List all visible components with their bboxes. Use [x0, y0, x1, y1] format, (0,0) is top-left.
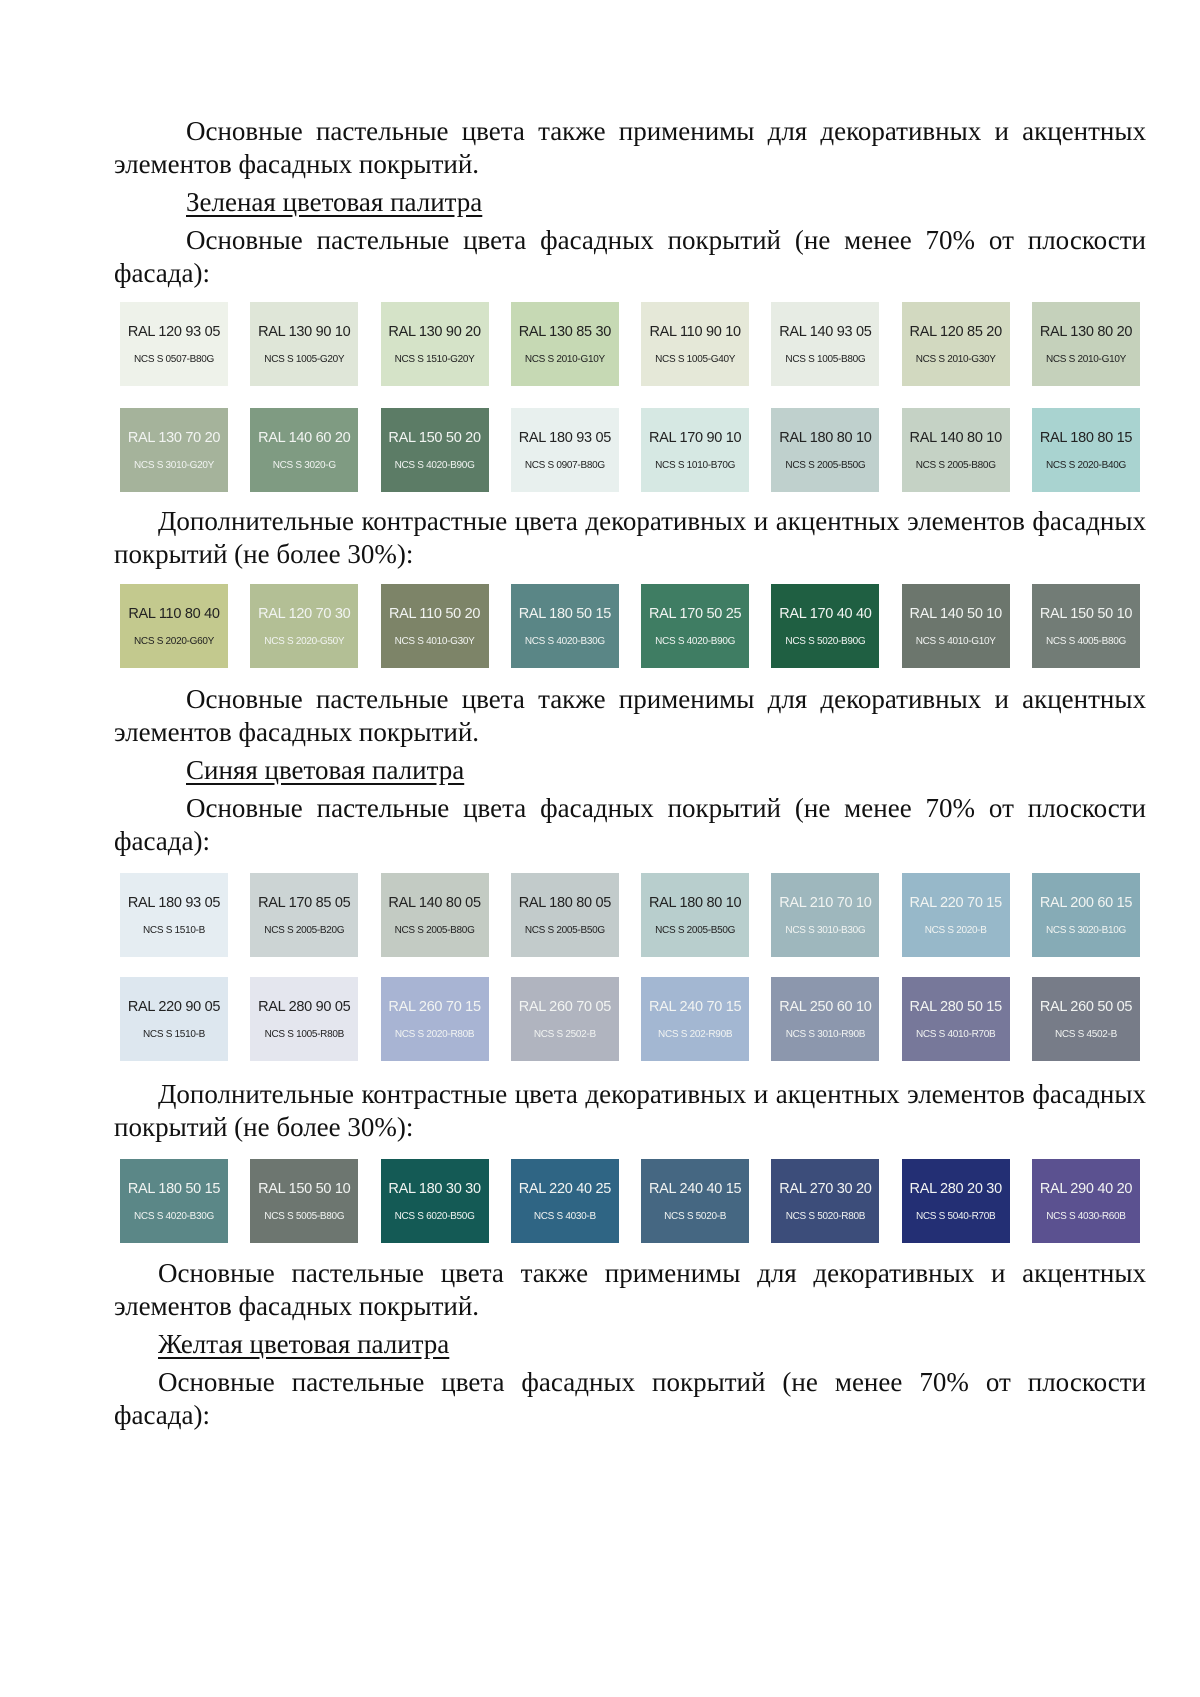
ral-code: RAL 260 50 05: [1039, 998, 1133, 1015]
ral-code: RAL 240 40 15: [648, 1180, 742, 1197]
ral-code: RAL 170 40 40: [779, 605, 872, 622]
blue-contrast-swatch-row: [120, 1159, 1140, 1243]
ral-code: RAL 120 70 30: [258, 605, 351, 622]
ral-code: RAL 220 90 05: [127, 998, 221, 1015]
green-main-paragraph: [114, 224, 1146, 290]
ral-code: RAL 220 40 25: [518, 1180, 611, 1197]
color-swatch: [250, 408, 358, 492]
yellow-main-paragraph: [114, 1366, 1146, 1432]
ral-code: RAL 130 80 20: [1039, 323, 1133, 340]
ral-code: RAL 170 85 05: [258, 894, 351, 911]
ral-code: RAL 170 90 10: [648, 429, 742, 446]
intro-paragraph: [114, 115, 1146, 181]
ral-code: RAL 150 50 10: [258, 1180, 351, 1197]
color-swatch: [902, 584, 1010, 668]
green-main-paragraph-text: Основные пастельные цвета фасадных покрытий (не менее 70% от плоскости фасада):: [114, 225, 1146, 288]
ncs-code: NCS S 0507-B80G: [134, 353, 214, 365]
ncs-code: NCS S 4502-B: [1054, 1028, 1117, 1040]
color-swatch: [511, 584, 619, 668]
ral-code: RAL 130 70 20: [127, 429, 221, 446]
ral-code: RAL 180 50 15: [518, 605, 611, 622]
green-main-swatch-row-1: [120, 302, 1140, 386]
ncs-code: NCS S 6020-B50G: [394, 1210, 475, 1222]
green-note-paragraph-text: Основные пастельные цвета также применимы для декоративных и акцентных элементов фасадных покрытий.: [114, 684, 1146, 747]
ncs-code: NCS S 1510-B: [143, 1028, 205, 1040]
intro-paragraph-text: Основные пастельные цвета также применимы для декоративных и акцентных элементов фасадных покрытий.: [114, 116, 1146, 179]
color-swatch: [511, 873, 619, 957]
ncs-code: NCS S 1005-G20Y: [264, 353, 345, 365]
color-swatch: [381, 584, 489, 668]
blue-palette-heading: Синяя цветовая палитра: [186, 755, 465, 785]
color-swatch: [641, 1159, 749, 1243]
ral-code: RAL 140 60 20: [258, 429, 351, 446]
color-swatch: [641, 873, 749, 957]
color-swatch: [511, 302, 619, 386]
color-swatch: [250, 873, 358, 957]
color-swatch: [120, 977, 228, 1061]
color-swatch: [902, 302, 1010, 386]
ncs-code: NCS S 4030-B: [533, 1210, 596, 1222]
ral-code: RAL 150 50 10: [1039, 605, 1133, 622]
color-swatch: [511, 408, 619, 492]
ral-code: RAL 180 80 15: [1039, 429, 1133, 446]
ncs-code: NCS S 4010-G30Y: [394, 635, 475, 647]
ral-code: RAL 210 70 10: [779, 894, 872, 911]
green-contrast-paragraph: [114, 505, 1146, 571]
ncs-code: NCS S 2010-G30Y: [915, 353, 996, 365]
ncs-code: NCS S 1010-B70G: [655, 459, 736, 471]
green-contrast-swatch-row: [120, 584, 1140, 668]
ral-code: RAL 290 40 20: [1039, 1180, 1133, 1197]
color-swatch: [250, 977, 358, 1061]
color-swatch: [120, 408, 228, 492]
blue-main-paragraph-text: Основные пастельные цвета фасадных покрытий (не менее 70% от плоскости фасада):: [114, 793, 1146, 856]
ncs-code: NCS S 2020-G50Y: [264, 635, 345, 647]
ral-code: RAL 270 30 20: [779, 1180, 872, 1197]
ral-code: RAL 280 50 15: [909, 998, 1002, 1015]
ncs-code: NCS S 2010-G10Y: [1045, 353, 1126, 365]
ncs-code: NCS S 3010-B30G: [785, 924, 866, 936]
color-swatch: [120, 584, 228, 668]
ncs-code: NCS S 5005-B80G: [264, 1210, 345, 1222]
color-swatch: [381, 1159, 489, 1243]
ral-code: RAL 120 85 20: [909, 323, 1002, 340]
color-swatch: [902, 873, 1010, 957]
ncs-code: NCS S 5020-R80B: [785, 1210, 866, 1222]
ncs-code: NCS S 4020-B90G: [394, 459, 475, 471]
ral-code: RAL 120 93 05: [127, 323, 221, 340]
color-swatch: [641, 408, 749, 492]
ral-code: RAL 180 80 05: [518, 894, 611, 911]
green-contrast-paragraph-text: Дополнительные контрастные цвета декоративных и акцентных элементов фасадных покрытий (не более 30%):: [114, 506, 1146, 569]
color-swatch: [1032, 1159, 1140, 1243]
ncs-code: NCS S 2010-G10Y: [524, 353, 605, 365]
color-swatch: [250, 584, 358, 668]
color-swatch: [381, 302, 489, 386]
color-swatch: [381, 977, 489, 1061]
ncs-code: NCS S 2005-B20G: [264, 924, 345, 936]
ral-code: RAL 170 50 25: [648, 605, 742, 622]
color-swatch: [1032, 302, 1140, 386]
ral-code: RAL 130 85 30: [518, 323, 611, 340]
color-swatch: [250, 1159, 358, 1243]
color-swatch: [250, 302, 358, 386]
yellow-palette-heading: Желтая цветовая палитра: [158, 1329, 450, 1359]
ncs-code: NCS S 2020-G60Y: [134, 635, 214, 647]
color-swatch: [902, 408, 1010, 492]
color-swatch: [902, 977, 1010, 1061]
ncs-code: NCS S 1005-R80B: [264, 1028, 344, 1040]
ncs-code: NCS S 4010-G10Y: [915, 635, 996, 647]
color-swatch: [641, 584, 749, 668]
color-swatch: [511, 1159, 619, 1243]
ral-code: RAL 110 90 10: [649, 323, 741, 340]
color-swatch: [771, 1159, 879, 1243]
ral-code: RAL 280 90 05: [258, 998, 351, 1015]
ncs-code: NCS S 3020-G: [272, 459, 336, 471]
ral-code: RAL 180 50 15: [127, 1180, 221, 1197]
ral-code: RAL 140 50 10: [909, 605, 1002, 622]
color-swatch: [771, 873, 879, 957]
color-swatch: [120, 1159, 228, 1243]
ral-code: RAL 240 70 15: [648, 998, 742, 1015]
ral-code: RAL 200 60 15: [1039, 894, 1133, 911]
color-swatch: [511, 977, 619, 1061]
ncs-code: NCS S 3010-G20Y: [134, 459, 214, 471]
ral-code: RAL 180 80 10: [779, 429, 872, 446]
green-palette-heading: Зеленая цветовая палитра: [186, 187, 483, 217]
color-swatch: [771, 977, 879, 1061]
color-swatch: [1032, 408, 1140, 492]
ncs-code: NCS S 5040-R70B: [915, 1210, 996, 1222]
blue-main-swatch-row-2: [120, 977, 1140, 1061]
ncs-code: NCS S 4020-B30G: [524, 635, 605, 647]
ral-code: RAL 140 93 05: [779, 323, 872, 340]
ral-code: RAL 130 90 20: [388, 323, 481, 340]
ncs-code: NCS S 5020-B90G: [785, 635, 866, 647]
ral-code: RAL 180 93 05: [127, 894, 221, 911]
ncs-code: NCS S 4005-B80G: [1045, 635, 1126, 647]
ncs-code: NCS S 2005-B80G: [394, 924, 475, 936]
ral-code: RAL 110 80 40: [128, 605, 220, 622]
ncs-code: NCS S 2502-B: [533, 1028, 596, 1040]
ncs-code: NCS S 3010-R90B: [785, 1028, 866, 1040]
ncs-code: NCS S 4020-B30G: [134, 1210, 214, 1222]
ncs-code: NCS S 4020-B90G: [655, 635, 736, 647]
color-swatch: [641, 977, 749, 1061]
ncs-code: NCS S 0907-B80G: [524, 459, 605, 471]
blue-main-paragraph: [114, 792, 1146, 858]
color-swatch: [771, 584, 879, 668]
ncs-code: NCS S 2005-B80G: [915, 459, 996, 471]
ral-code: RAL 250 60 10: [779, 998, 872, 1015]
color-swatch: [771, 302, 879, 386]
ncs-code: NCS S 4030-R60B: [1046, 1210, 1126, 1222]
ral-code: RAL 150 50 20: [388, 429, 481, 446]
blue-main-swatch-row-1: [120, 873, 1140, 957]
blue-contrast-paragraph: [114, 1078, 1146, 1144]
ncs-code: NCS S 1005-G40Y: [655, 353, 736, 365]
color-swatch: [1032, 873, 1140, 957]
ncs-code: NCS S 4010-R70B: [915, 1028, 996, 1040]
color-swatch: [120, 873, 228, 957]
ral-code: RAL 130 90 10: [258, 323, 351, 340]
ral-code: RAL 220 70 15: [909, 894, 1002, 911]
ral-code: RAL 140 80 05: [388, 894, 481, 911]
ral-code: RAL 140 80 10: [909, 429, 1002, 446]
ncs-code: NCS S 2020-R80B: [394, 1028, 475, 1040]
ncs-code: NCS S 2005-B50G: [524, 924, 605, 936]
ral-code: RAL 260 70 05: [518, 998, 611, 1015]
ncs-code: NCS S 1510-B: [143, 924, 205, 936]
color-swatch: [381, 873, 489, 957]
color-swatch: [641, 302, 749, 386]
ral-code: RAL 110 50 20: [388, 605, 481, 622]
green-note-paragraph: [114, 683, 1146, 749]
ral-code: RAL 180 30 30: [388, 1180, 481, 1197]
color-swatch: [1032, 584, 1140, 668]
blue-note-paragraph-text: Основные пастельные цвета также применимы для декоративных и акцентных элементов фасадных покрытий.: [114, 1258, 1146, 1321]
blue-note-paragraph: [114, 1257, 1146, 1323]
ncs-code: NCS S 1510-G20Y: [394, 353, 475, 365]
ncs-code: NCS S 2005-B50G: [655, 924, 736, 936]
color-swatch: [381, 408, 489, 492]
green-main-swatch-row-2: [120, 408, 1140, 492]
color-swatch: [1032, 977, 1140, 1061]
blue-contrast-paragraph-text: Дополнительные контрастные цвета декоративных и акцентных элементов фасадных покрытий (не более 30%):: [114, 1079, 1146, 1142]
color-swatch: [120, 302, 228, 386]
ncs-code: NCS S 1005-B80G: [785, 353, 866, 365]
ral-code: RAL 260 70 15: [388, 998, 481, 1015]
ncs-code: NCS S 5020-B: [664, 1210, 727, 1222]
ncs-code: NCS S 2005-B50G: [785, 459, 866, 471]
ral-code: RAL 180 93 05: [518, 429, 611, 446]
yellow-main-paragraph-text: Основные пастельные цвета фасадных покрытий (не менее 70% от плоскости фасада):: [114, 1367, 1146, 1430]
ral-code: RAL 180 80 10: [648, 894, 742, 911]
ncs-code: NCS S 2020-B: [924, 924, 987, 936]
color-swatch: [771, 408, 879, 492]
ral-code: RAL 280 20 30: [909, 1180, 1002, 1197]
ncs-code: NCS S 3020-B10G: [1045, 924, 1126, 936]
ncs-code: NCS S 2020-B40G: [1045, 459, 1126, 471]
color-swatch: [902, 1159, 1010, 1243]
ncs-code: NCS S 202-R90B: [658, 1028, 733, 1040]
